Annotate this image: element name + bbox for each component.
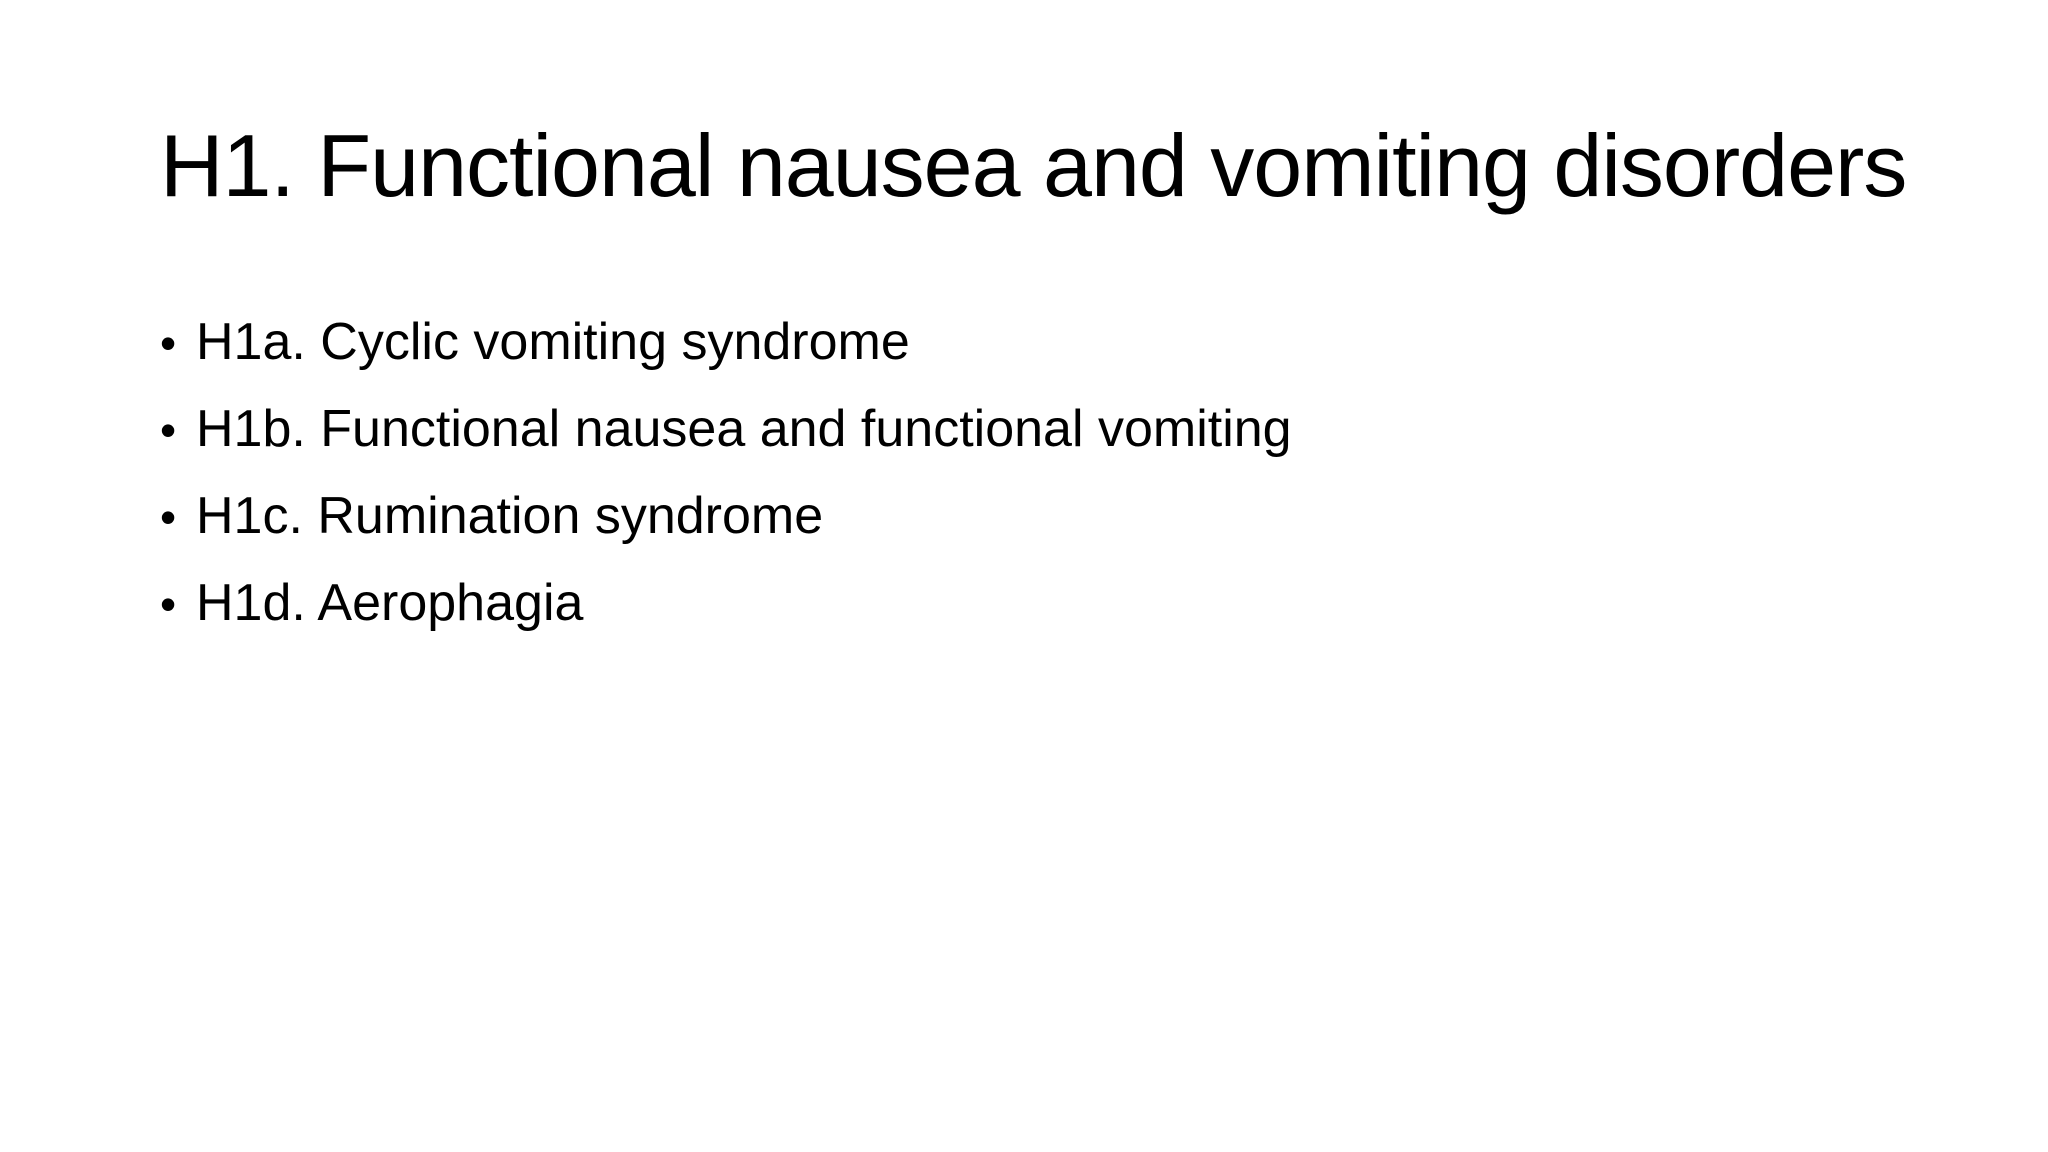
- bullet-icon: •: [160, 317, 177, 369]
- list-item: [160, 487, 1292, 577]
- slide-title: H1. Functional nausea and vomiting disorders: [160, 116, 1907, 215]
- bullet-icon: •: [160, 578, 177, 630]
- list-item-text: H1d. Aerophagia: [196, 574, 584, 632]
- list-item-text: H1a. Cyclic vomiting syndrome: [196, 313, 910, 371]
- list-item: [160, 574, 1292, 664]
- list-item: [160, 313, 1292, 403]
- list-item: [160, 400, 1292, 490]
- list-item-text: H1b. Functional nausea and functional vomiting: [196, 400, 1292, 458]
- bullet-icon: •: [160, 491, 177, 543]
- bullet-list: [160, 313, 1292, 664]
- list-item-text: H1c. Rumination syndrome: [196, 487, 824, 545]
- bullet-icon: •: [160, 404, 177, 456]
